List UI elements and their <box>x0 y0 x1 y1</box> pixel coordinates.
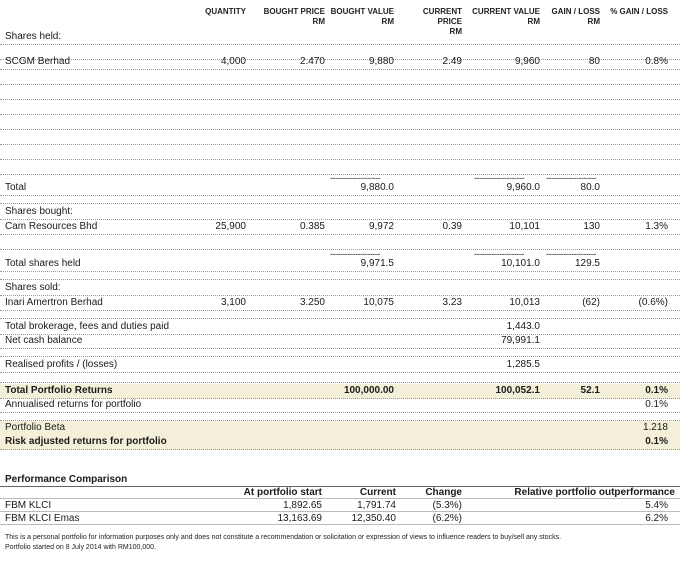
bought-value-cell: 9,972 <box>368 221 394 232</box>
portfolio-start-note: Portfolio started on 8 July 2014 with RM100,000. <box>5 544 156 551</box>
bought-value-cell: 10,075 <box>363 297 394 308</box>
empty-row <box>0 145 680 160</box>
change-cell: (5.3%) <box>432 500 462 511</box>
header-current-value: CURRENT VALUE RM <box>472 7 540 26</box>
row-label: Total shares held <box>5 258 81 269</box>
gain-loss-cell: (62) <box>582 297 600 308</box>
table-row-brokerage <box>0 320 680 335</box>
start-cell: 13,163.69 <box>277 513 322 524</box>
row-label: Total Portfolio Returns <box>5 385 113 396</box>
disclaimer-note: This is a personal portfolio for information purposes only and does not constitute a recommendation or solicitation or expression of views to influence readers to buy/sell any stocks. <box>5 534 562 541</box>
table-row-cash <box>0 334 680 349</box>
empty-row <box>0 100 680 115</box>
bought-value-cell: 9,880 <box>368 56 394 67</box>
relative-cell: 6.2% <box>645 513 668 524</box>
table-row-realised <box>0 358 680 373</box>
section-shares-bought <box>0 205 680 220</box>
table-row-annualised <box>0 398 680 413</box>
gain-loss-cell: 80.0 <box>580 182 600 193</box>
spacer-row <box>0 413 680 421</box>
dash-rule: -------------------- <box>330 249 380 259</box>
pct-gain-loss-cell: 1.218 <box>642 422 668 433</box>
start-cell: 1,892.65 <box>283 500 322 511</box>
section-shares-sold <box>0 281 680 296</box>
bought-price-cell: 2.470 <box>299 56 325 67</box>
current-value-cell: 1,443.0 <box>506 321 540 332</box>
row-label: Annualised returns for portfolio <box>5 399 142 410</box>
relative-cell: 5.4% <box>645 500 668 511</box>
stock-name: SCGM Berhad <box>5 56 71 67</box>
current-value-cell: 10,013 <box>509 297 540 308</box>
spacer-row <box>0 272 680 280</box>
dash-rule: -------------------- <box>474 249 524 259</box>
table-row-inari <box>0 296 680 311</box>
header-at-start: At portfolio start <box>243 487 322 498</box>
header-bought-price: BOUGHT PRICE RM <box>263 7 325 26</box>
gain-loss-cell: 130 <box>583 221 600 232</box>
row-label: Portfolio Beta <box>5 422 66 433</box>
stock-name: Inari Amertron Berhad <box>5 297 103 308</box>
current-value-cell: 9,960.0 <box>506 182 540 193</box>
header-relative: Relative portfolio outperformance <box>514 487 675 498</box>
section-label: Shares bought: <box>5 206 73 217</box>
current-price-cell: 2.49 <box>442 56 462 67</box>
header-gain-loss: GAIN / LOSS RM <box>551 7 600 26</box>
current-value-cell: 10,101 <box>509 221 540 232</box>
pct-gain-loss-cell: 0.1% <box>645 436 668 447</box>
header-current-price: CURRENT PRICE RM <box>422 7 462 36</box>
current-value-cell: 1,285.5 <box>506 359 540 370</box>
section-label: Shares sold: <box>5 282 61 293</box>
quantity-cell: 3,100 <box>220 297 246 308</box>
row-label: Total brokerage, fees and duties paid <box>5 321 169 332</box>
bought-price-cell: 0.385 <box>299 221 325 232</box>
dash-rule: -------------------- <box>546 173 596 183</box>
performance-row-emas <box>0 513 680 525</box>
pct-gain-loss-cell: 0.1% <box>645 399 668 410</box>
quantity-cell: 4,000 <box>220 56 246 67</box>
pct-gain-loss-cell: 0.8% <box>645 56 668 67</box>
empty-row <box>0 85 680 100</box>
header-quantity: QUANTITY <box>205 7 246 16</box>
performance-title: Performance Comparison <box>5 474 128 485</box>
table-row-cam <box>0 220 680 235</box>
header-pct-gain-loss: % GAIN / LOSS <box>610 7 668 16</box>
table-row-beta <box>0 421 680 436</box>
pct-gain-loss-cell: 0.1% <box>645 385 668 396</box>
table-row-risk-adjusted <box>0 435 680 450</box>
current-value-cell: 9,960 <box>514 56 540 67</box>
table-row-scgm <box>0 55 680 70</box>
current-value-cell: 100,052.1 <box>495 385 540 396</box>
bought-value-cell: 100,000.00 <box>343 385 394 396</box>
table-row-total-returns <box>0 384 680 399</box>
header-change: Change <box>425 487 462 498</box>
spacer-row <box>0 311 680 319</box>
header-bought-value: BOUGHT VALUE RM <box>330 7 394 26</box>
current-price-cell: 3.23 <box>442 297 462 308</box>
stock-name: Cam Resources Bhd <box>5 221 98 232</box>
gain-loss-cell: 52.1 <box>580 385 600 396</box>
spacer-row <box>0 196 680 204</box>
index-name: FBM KLCI <box>5 500 52 511</box>
quantity-cell: 25,900 <box>215 221 246 232</box>
dash-rule: -------------------- <box>546 249 596 259</box>
header-current: Current <box>359 487 396 498</box>
pct-gain-loss-cell: 1.3% <box>645 221 668 232</box>
empty-row <box>0 70 680 85</box>
performance-row-klci <box>0 500 680 512</box>
current-value-cell: 10,101.0 <box>501 258 540 269</box>
section-shares-held <box>0 30 680 45</box>
section-label: Shares held: <box>5 31 62 42</box>
dash-rule: -------------------- <box>474 173 524 183</box>
performance-header-row <box>0 487 680 499</box>
gain-loss-cell: 129.5 <box>574 258 600 269</box>
current-cell: 1,791.74 <box>357 500 396 511</box>
table-row-total-held <box>0 257 680 272</box>
spacer-row <box>0 373 680 383</box>
bought-value-cell: 9,971.5 <box>360 258 394 269</box>
current-cell: 12,350.40 <box>351 513 396 524</box>
row-label: Risk adjusted returns for portfolio <box>5 436 167 447</box>
gain-loss-cell: 80 <box>588 56 600 67</box>
dash-rule: -------------------- <box>330 173 380 183</box>
pct-gain-loss-cell: (0.6%) <box>638 297 668 308</box>
table-row-total <box>0 181 680 196</box>
row-label: Realised profits / (losses) <box>5 359 118 370</box>
bought-price-cell: 3.250 <box>299 297 325 308</box>
row-label: Net cash balance <box>5 335 83 346</box>
empty-row <box>0 115 680 130</box>
empty-row <box>0 235 680 250</box>
empty-row <box>0 130 680 145</box>
spacer-row <box>0 349 680 357</box>
index-name: FBM KLCI Emas <box>5 513 80 524</box>
current-price-cell: 0.39 <box>442 221 462 232</box>
change-cell: (6.2%) <box>432 513 462 524</box>
bought-value-cell: 9,880.0 <box>360 182 394 193</box>
current-value-cell: 79,991.1 <box>501 335 540 346</box>
row-label: Total <box>5 182 27 193</box>
